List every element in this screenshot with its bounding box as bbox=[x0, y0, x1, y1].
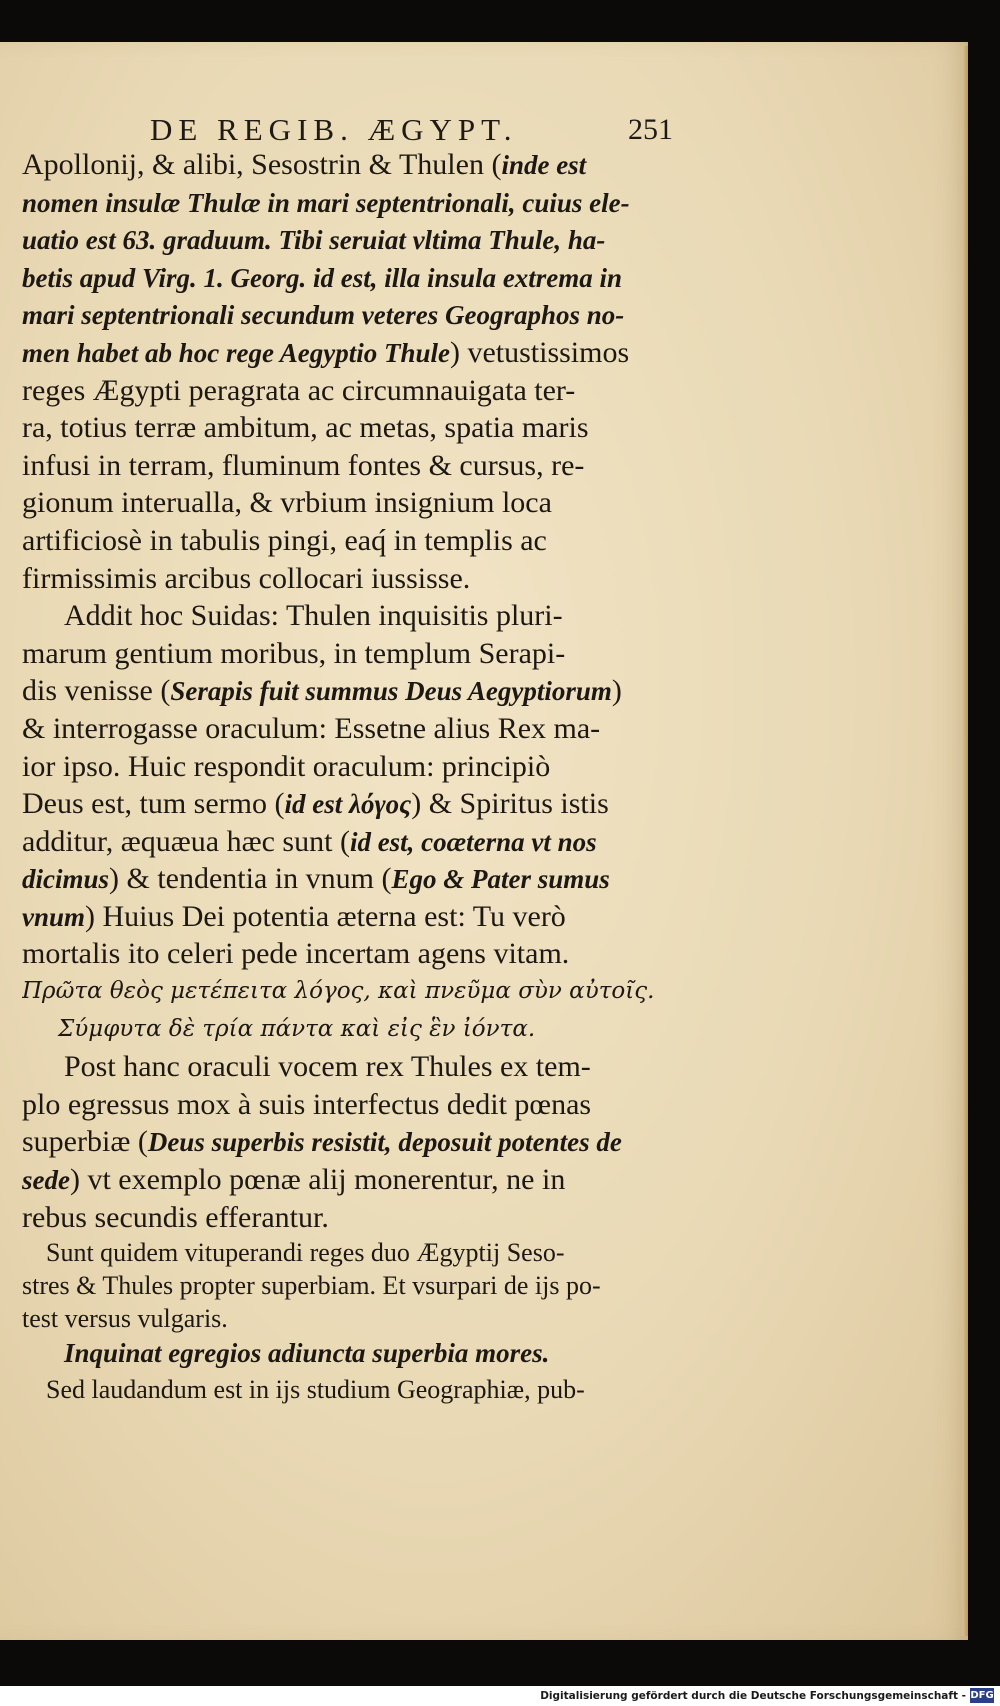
italic-run: vnum bbox=[22, 901, 86, 932]
text-run: ) vt exemplo pœnæ alij monerentur, ne in bbox=[69, 1163, 566, 1197]
text-run: infusi in terram, fluminum fontes & cursus, re- bbox=[22, 448, 585, 482]
text-line bbox=[22, 184, 666, 222]
text-line bbox=[22, 334, 666, 372]
text-line bbox=[22, 935, 666, 973]
text-line bbox=[22, 1236, 666, 1269]
italic-run: Inquinat egregios adiuncta superbia mores. bbox=[64, 1338, 550, 1369]
text-run: gionum interualla, & vrbium insignium loca bbox=[22, 486, 552, 520]
dfg-logo-icon: DFG bbox=[970, 1690, 994, 1701]
text-line bbox=[22, 259, 666, 297]
text-run: Addit hoc Suidas: Thulen inquisitis pluri- bbox=[64, 599, 563, 633]
italic-run: id est, coæterna vt nos bbox=[349, 826, 597, 857]
text-run: mortalis ito celeri pede incertam agens vitam. bbox=[22, 937, 570, 971]
italic-run: men habet ab hoc rege Aegyptio Thule bbox=[22, 337, 450, 368]
greek-verse-line bbox=[22, 1011, 666, 1049]
text-line bbox=[22, 748, 666, 786]
text-line bbox=[22, 860, 666, 898]
text-run: artificiosè in tabulis pingi, eaq́ in templis ac bbox=[22, 523, 547, 557]
text-run: superbiæ ( bbox=[22, 1125, 148, 1159]
text-run: Sed laudandum est in ijs studium Geographiæ, pub- bbox=[46, 1374, 585, 1404]
text-line bbox=[22, 898, 666, 936]
italic-run: dicimus bbox=[22, 864, 110, 895]
page-edge bbox=[962, 46, 968, 1636]
verse-line bbox=[22, 1335, 666, 1373]
body-text bbox=[22, 146, 666, 1406]
text-line bbox=[22, 296, 666, 334]
text-line bbox=[22, 635, 666, 673]
text-line bbox=[22, 146, 666, 184]
text-run: Πρῶτα θεὸς μετέπειτα λόγος, καὶ πνεῦμα σὺν αὐτοῖς. bbox=[22, 978, 655, 1005]
text-line bbox=[22, 823, 666, 861]
page-number: 251 bbox=[628, 113, 673, 146]
text-run: test versus vulgaris. bbox=[22, 1304, 228, 1334]
text-line bbox=[22, 785, 666, 823]
text-run: additur, æquæua hæc sunt ( bbox=[22, 824, 350, 858]
text-line bbox=[22, 560, 666, 598]
running-title: DE REGIB. ÆGYPT. bbox=[150, 112, 518, 147]
italic-run: id est λόγος bbox=[284, 789, 412, 820]
text-line bbox=[22, 484, 666, 522]
text-run: & interrogasse oraculum: Essetne alius Rex ma- bbox=[22, 711, 601, 745]
text-run: Apollonij, & alibi, Sesostrin & Thulen ( bbox=[22, 148, 502, 181]
text-line bbox=[22, 672, 666, 710]
text-run: reges Ægypti peragrata ac circumnauigata ter- bbox=[22, 373, 576, 407]
text-line bbox=[22, 1048, 666, 1086]
italic-run: Serapis fuit summus Deus Aegyptiorum bbox=[170, 676, 612, 707]
text-run: ) & Spiritus istis bbox=[411, 787, 609, 821]
greek-verse-line bbox=[22, 973, 666, 1011]
text-line bbox=[22, 221, 666, 259]
text-run: rebus secundis efferantur. bbox=[22, 1200, 329, 1234]
text-run: marum gentium moribus, in templum Serapi- bbox=[22, 636, 566, 670]
text-line bbox=[22, 1161, 666, 1199]
text-line bbox=[22, 1302, 666, 1335]
italic-run: sede bbox=[22, 1165, 70, 1196]
text-line bbox=[22, 1086, 666, 1124]
text-run: ) vetustissimos bbox=[449, 335, 630, 369]
text-line bbox=[22, 447, 666, 485]
text-run: plo egressus mox à suis interfectus dedit pœnas bbox=[22, 1087, 592, 1121]
text-run: stres & Thules propter superbiam. Et vsurpari de ijs po- bbox=[22, 1271, 601, 1301]
funding-credit: Digitalisierung gefördert durch die Deutsche Forschungsgemeinschaft - bbox=[540, 1690, 966, 1702]
text-line bbox=[22, 409, 666, 447]
italic-run: Ego & Pater sumus bbox=[391, 864, 610, 895]
italic-run: nomen insulæ Thulæ in mari septentrionali, cuius ele- bbox=[22, 187, 630, 218]
text-run: ) bbox=[611, 674, 622, 708]
text-run: Sunt quidem vituperandi reges duo Ægyptij Seso- bbox=[46, 1238, 565, 1268]
italic-run: uatio est 63. graduum. Tibi seruiat vltima Thule, ha- bbox=[22, 225, 606, 256]
text-run: Post hanc oraculi vocem rex Thules ex tem- bbox=[64, 1050, 591, 1084]
text-line bbox=[22, 597, 666, 635]
text-run: ) & tendentia in vnum ( bbox=[109, 862, 392, 896]
text-run: ra, totius terræ ambitum, ac metas, spatia maris bbox=[22, 411, 589, 445]
text-run: Σύμφυτα δὲ τρία πάντα καὶ εἰς ἓν ἰόντα. bbox=[58, 1015, 536, 1042]
italic-run: inde est bbox=[501, 150, 587, 180]
text-line bbox=[22, 1199, 666, 1237]
text-line bbox=[22, 1373, 666, 1406]
text-run: dis venisse ( bbox=[22, 674, 171, 708]
text-run: ) Huius Dei potentia æterna est: Tu verò bbox=[85, 899, 566, 933]
text-line bbox=[22, 372, 666, 410]
text-line bbox=[22, 522, 666, 560]
italic-run: Deus superbis resistit, deposuit potentes de bbox=[147, 1127, 622, 1158]
text-run: firmissimis arcibus collocari iussisse. bbox=[22, 561, 471, 595]
text-line bbox=[22, 1123, 666, 1161]
italic-run: betis apud Virg. 1. Georg. id est, illa insula extrema in bbox=[22, 262, 623, 293]
italic-run: mari septentrionali secundum veteres Geographos no- bbox=[22, 300, 625, 331]
text-line bbox=[22, 710, 666, 748]
text-run: Deus est, tum sermo ( bbox=[22, 787, 285, 821]
text-line bbox=[22, 1269, 666, 1302]
text-run: ior ipso. Huic respondit oraculum: principiò bbox=[22, 749, 551, 783]
